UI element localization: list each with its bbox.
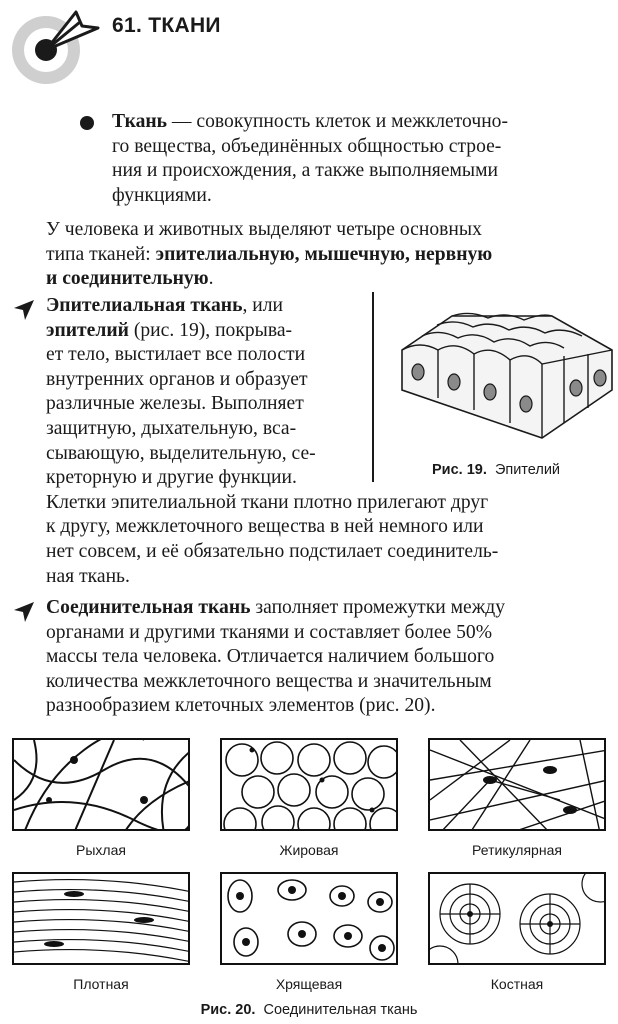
bone-tissue-image (428, 872, 606, 965)
figure-19-caption: Рис. 19. Эпителий (432, 462, 561, 478)
connective-paragraph: Соединительная ткань заполняет промежутки между органами и другими тканями и составляет более 50% массы тела человека. Отличается наличием большого количества межклеточного вещества и значительным разнообразием клеточных элементов (рис. 20). (46, 597, 506, 717)
epithelium-illustration (392, 298, 618, 458)
section-title: 61. ТКАНИ (112, 14, 221, 37)
pointer-arrow-icon (12, 600, 36, 624)
dense-tissue-image (12, 872, 190, 965)
definition-paragraph: Ткань — совокупность клеток и межклеточно- го вещества, объединённых общностью строе- ния и происхождения, а также выполняемыми функциями. (112, 111, 508, 206)
panel-label: Хрящевая (275, 976, 343, 992)
epithelial-paragraph: Эпителиальная ткань, или эпителий (рис. 19), покрыва- ет тело, выстилает все полости внутренних органов и образует различные железы. Выполняет защитную, дыхательную, вса- сывающую, выделительную, се- креторную и другие функции. Клетки эпителиальной ткани плотно прилегают друг к другу, межклеточного вещества в ней немного или нет совсем, и её обязательно подстилает соединитель- ная ткань. (46, 295, 499, 587)
pointer-arrow-icon (12, 298, 36, 322)
loose-tissue-image (12, 738, 190, 831)
panel-label: Костная (490, 976, 544, 992)
reticular-tissue-image (428, 738, 606, 831)
bullet-icon (80, 116, 94, 130)
intro-paragraph: У человека и животных выделяют четыре основных типа тканей: эпителиальную, мышечную, нервную и соединительную. (46, 219, 493, 290)
cartilage-tissue-image (220, 872, 398, 965)
figure-20-caption: Рис. 20. Соединительная ткань (200, 1002, 418, 1018)
panel-label: Ретикулярная (472, 842, 562, 858)
figure-19 (372, 292, 610, 482)
panel-label: Рыхлая (76, 842, 126, 858)
panel-label: Плотная (73, 976, 129, 992)
fat-tissue-image (220, 738, 398, 831)
section-target-icon (10, 6, 110, 88)
panel-label: Жировая (279, 842, 339, 858)
